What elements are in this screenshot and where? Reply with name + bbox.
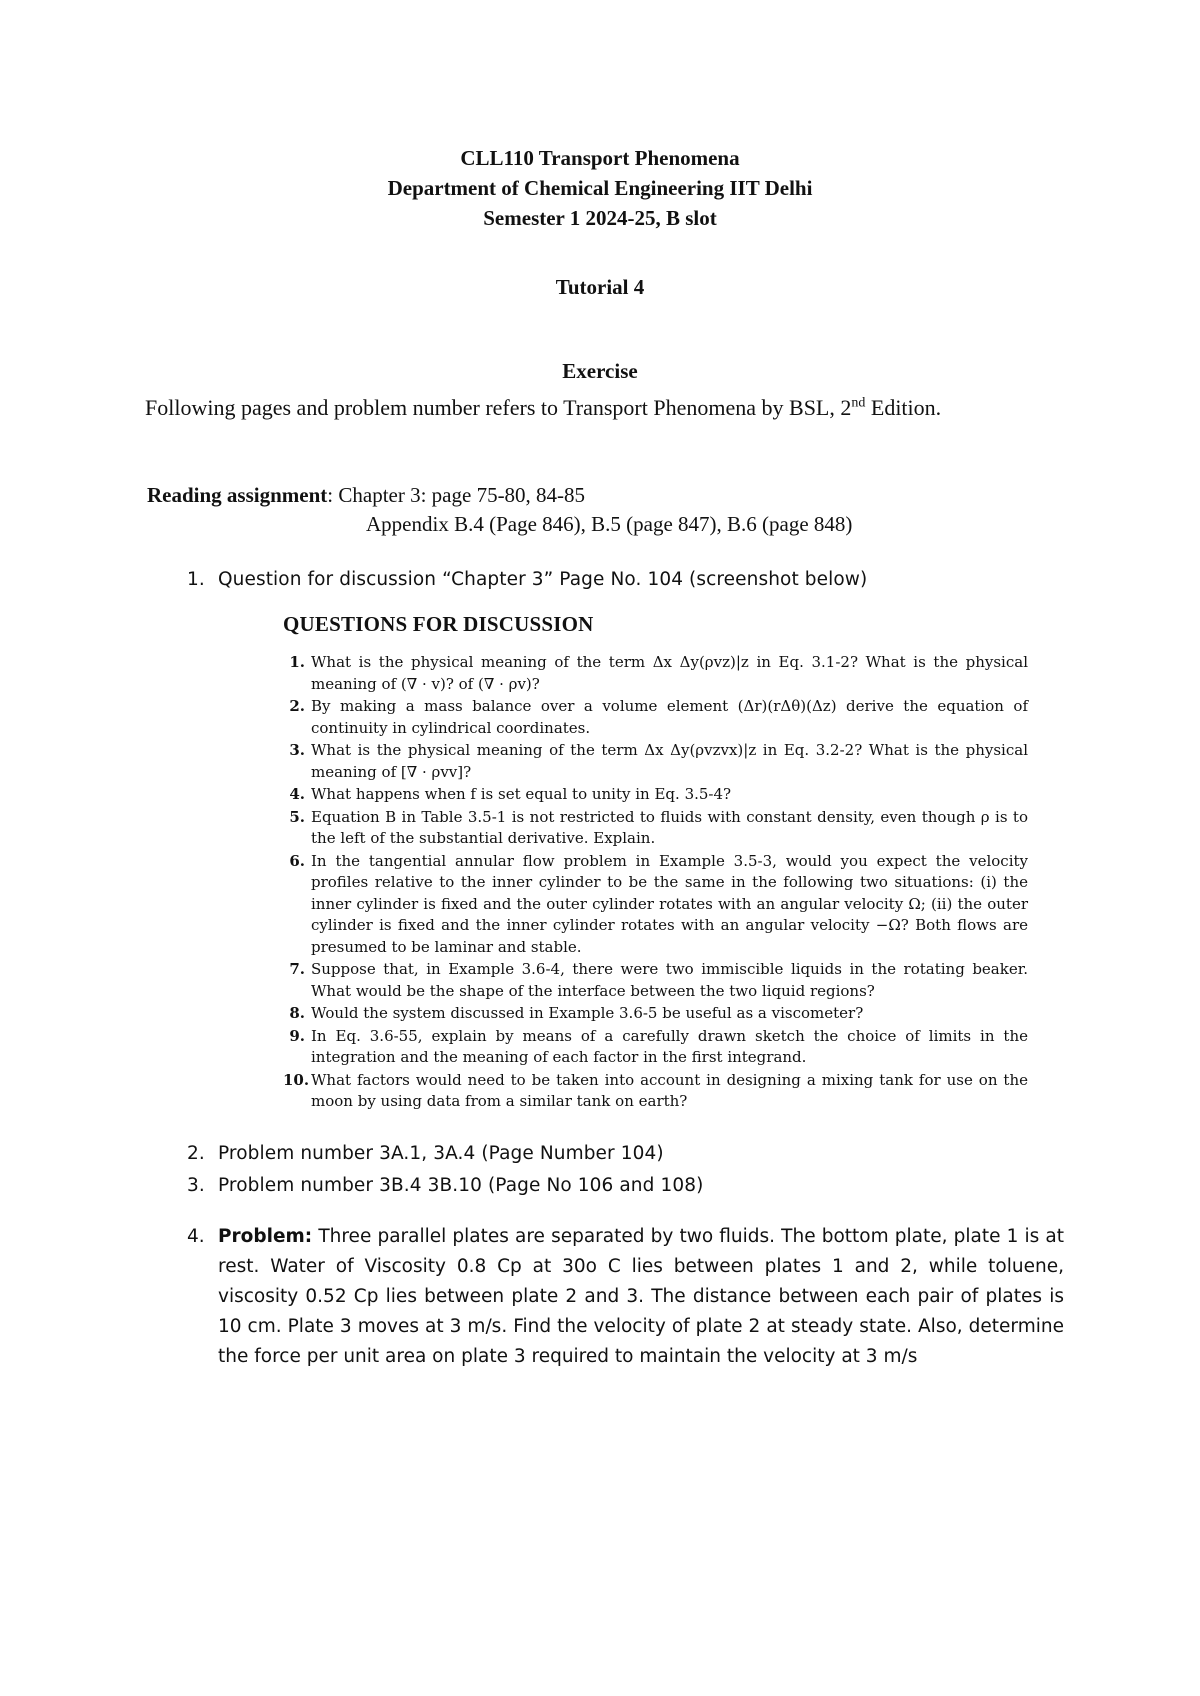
intro-text-end: Edition.	[865, 395, 942, 420]
list-item-text: Question for discussion “Chapter 3” Page No. 104 (screenshot below)	[218, 569, 868, 590]
course-title: CLL110 Transport Phenomena	[460, 146, 740, 170]
intro-superscript: nd	[851, 395, 866, 411]
list-item-text: Problem number 3A.1, 3A.4 (Page Number 104)	[218, 1143, 664, 1164]
discussion-question	[283, 851, 1028, 959]
reading-assignment-chapter: : Chapter 3: page 75-80, 84-85	[327, 483, 586, 507]
question-number: 7.	[289, 960, 305, 978]
list-item-number: 2.	[187, 1143, 205, 1164]
question-number: 2.	[289, 697, 305, 715]
discussion-question	[283, 652, 1028, 695]
discussion-question	[283, 1003, 1028, 1025]
discussion-heading: QUESTIONS FOR DISCUSSION	[283, 612, 594, 636]
question-text: What happens when f is set equal to unity in Eq. 3.5-4?	[311, 785, 732, 803]
reading-assignment-line-2: Appendix B.4 (Page 846), B.5 (page 847), B.6 (page 848)	[366, 512, 853, 536]
problem-body: Three parallel plates are separated by two fluids. The bottom plate, plate 1 is at rest. Water of Viscosity 0.8 Cp at 30o C lies between plates 1 and 2, while toluene, viscosity 0.52 Cp lies between plate 2 and 3. The distance between each pair of plates is 10 cm. Plate 3 moves at 3 m/s. Find the velocity of plate 2 at steady state. Also, determine the force per unit area on plate 3 required to maintain the velocity at 3 m/s	[218, 1226, 1064, 1367]
question-number: 9.	[289, 1026, 305, 1045]
exercise-heading: Exercise	[562, 359, 638, 383]
tutorial-title: Tutorial 4	[555, 275, 645, 299]
question-number: 3.	[289, 741, 305, 759]
discussion-question	[283, 740, 1028, 783]
question-text: In the tangential annular flow problem in Example 3.5-3, would you expect the velocity profiles relative to the inner cylinder to be the same in the following two situations: (i) the inner cylinder is fixed and the outer cylinder rotates with an angular velocity Ω; (ii) the outer cylinder is fixed and the inner cylinder rotates with an angular velocity −Ω? Both flows are presumed to be laminar and stable.	[311, 851, 1028, 956]
question-number: 10.	[283, 1070, 310, 1089]
reading-assignment-label: Reading assignment	[147, 483, 328, 507]
department-title: Department of Chemical Engineering IIT Delhi	[387, 176, 813, 200]
discussion-question	[283, 1070, 1028, 1113]
discussion-question	[283, 959, 1028, 1002]
list-item-text: Problem number 3B.4 3B.10 (Page No 106 and 108)	[218, 1175, 704, 1196]
question-text: In Eq. 3.6-55, explain by means of a carefully drawn sketch the choice of limits in the integration and the meaning of each factor in the first integrand.	[311, 1026, 1028, 1066]
question-text: What factors would need to be taken into account in designing a mixing tank for use on the moon by using data from a similar tank on earth?	[311, 1070, 1028, 1110]
question-text: Equation B in Table 3.5-1 is not restricted to fluids with constant density, even though ρ is to the left of the substantial derivative. Explain.	[311, 807, 1028, 847]
discussion-question	[283, 784, 1028, 806]
discussion-question-list	[283, 652, 1028, 1113]
discussion-question	[283, 807, 1028, 850]
question-number: 4.	[289, 785, 305, 803]
list-item-number: 3.	[187, 1175, 205, 1196]
question-number: 5.	[289, 807, 305, 826]
question-number: 6.	[289, 851, 305, 870]
question-text: Would the system discussed in Example 3.6-5 be useful as a viscometer?	[311, 1004, 864, 1022]
question-number: 1.	[289, 653, 305, 671]
question-text: What is the physical meaning of the term Δx Δy(ρvz)|z in Eq. 3.1-2? What is the physical meaning of (∇ · v)? of (∇ · ρv)?	[311, 653, 1028, 693]
list-item-number: 1.	[187, 569, 205, 590]
question-text: What is the physical meaning of the term Δx Δy(ρvzvx)|z in Eq. 3.2-2? What is the physical meaning of [∇ · ρvv]?	[311, 741, 1028, 781]
discussion-question	[283, 696, 1028, 739]
discussion-question	[283, 1026, 1028, 1069]
discussion-questions-screenshot	[283, 612, 1028, 1110]
question-text: Suppose that, in Example 3.6-4, there were two immiscible liquids in the rotating beaker. What would be the shape of the interface between the two liquid regions?	[311, 960, 1028, 1000]
intro-text	[145, 395, 941, 421]
reading-assignment-line-1	[147, 483, 585, 508]
intro-text-main: Following pages and problem number refers to Transport Phenomena by BSL, 2	[145, 395, 852, 420]
question-number: 8.	[289, 1004, 305, 1022]
problem-label: Problem:	[218, 1226, 313, 1247]
semester-title: Semester 1 2024-25, B slot	[483, 206, 717, 230]
problem-text	[218, 1222, 1064, 1372]
problem-number: 4.	[187, 1226, 205, 1247]
question-text: By making a mass balance over a volume element (Δr)(rΔθ)(Δz) derive the equation of continuity in cylindrical coordinates.	[311, 697, 1028, 737]
